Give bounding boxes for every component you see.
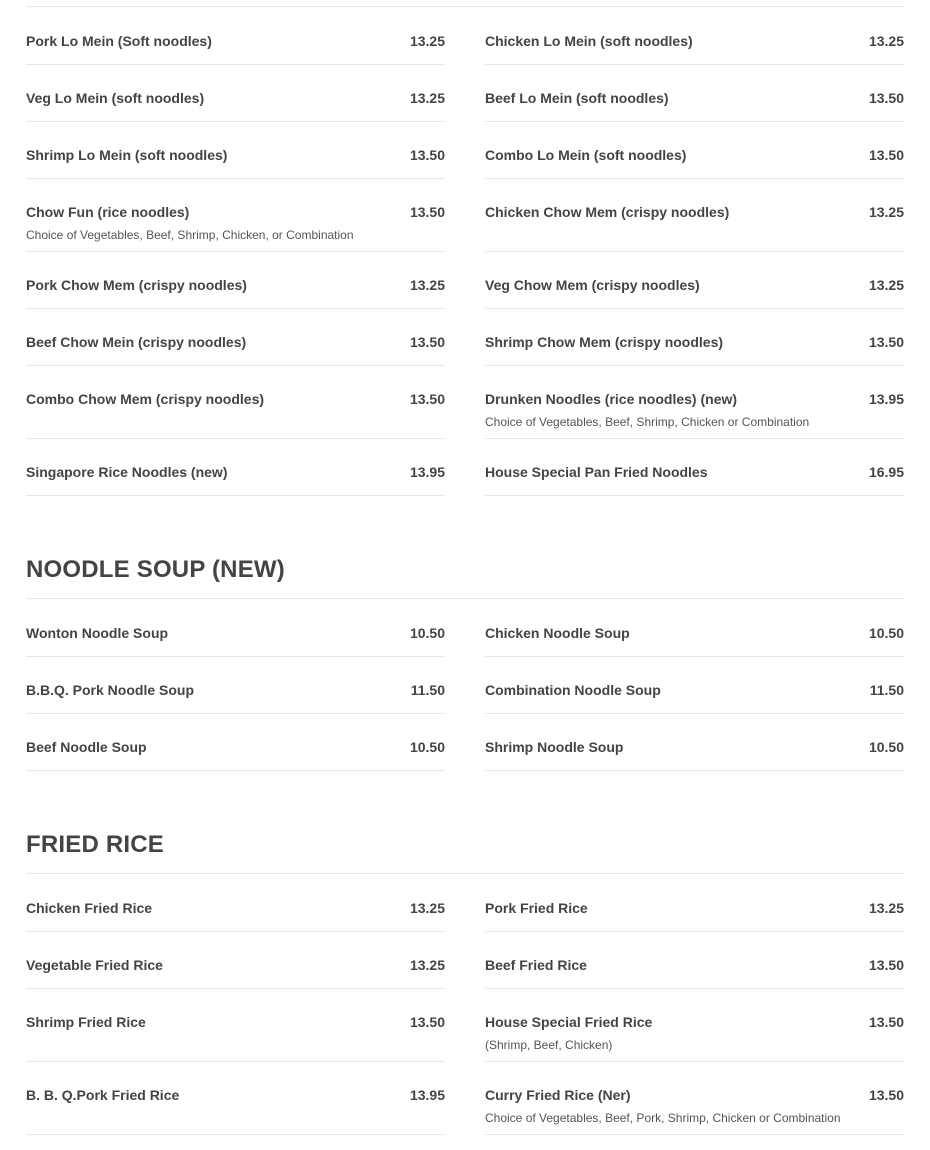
item-divider: [485, 308, 904, 309]
item-name: Beef Lo Mein (soft noodles): [485, 90, 669, 106]
section-title-noodle-soup: NOODLE SOUP (NEW): [26, 556, 285, 583]
section-divider: [26, 873, 904, 874]
menu-item[interactable]: [26, 71, 445, 128]
menu-item[interactable]: [485, 185, 904, 258]
item-name: Chicken Lo Mein (soft noodles): [485, 33, 693, 49]
item-name: Shrimp Lo Mein (soft noodles): [26, 147, 228, 163]
item-name: Combo Lo Mein (soft noodles): [485, 147, 687, 163]
item-divider: [26, 64, 445, 65]
section-divider: [26, 598, 904, 599]
menu-item[interactable]: [485, 258, 904, 315]
item-price: 13.50: [409, 391, 445, 407]
item-price: 10.50: [409, 739, 445, 755]
item-divider: [26, 121, 445, 122]
item-price: 13.25: [868, 33, 904, 49]
item-divider: [485, 988, 904, 989]
item-divider: [485, 365, 904, 366]
item-name: Beef Fried Rice: [485, 957, 587, 973]
item-description: Choice of Vegetables, Beef, Pork, Shrimp, Chicken or Combination: [485, 1111, 841, 1125]
top-divider: [26, 6, 904, 7]
item-description: Choice of Vegetables, Beef, Shrimp, Chicken, or Combination: [26, 228, 354, 242]
menu-item[interactable]: [485, 606, 904, 663]
item-divider: [26, 713, 445, 714]
item-price: 11.50: [869, 682, 904, 698]
item-price: 13.25: [868, 900, 904, 916]
item-divider: [26, 308, 445, 309]
item-divider: [26, 931, 445, 932]
item-name: Veg Lo Mein (soft noodles): [26, 90, 205, 106]
item-name: Chicken Chow Mem (crispy noodles): [485, 204, 730, 220]
item-divider: [26, 656, 445, 657]
menu-item[interactable]: [485, 372, 904, 445]
item-name: Combination Noodle Soup: [485, 682, 661, 698]
menu-item[interactable]: [485, 71, 904, 128]
item-divider: [26, 438, 445, 439]
item-divider: [485, 656, 904, 657]
menu-item[interactable]: [485, 663, 904, 720]
item-price: 13.50: [409, 204, 445, 220]
item-name: Shrimp Fried Rice: [26, 1014, 146, 1030]
menu-item[interactable]: [26, 1068, 445, 1141]
menu-item[interactable]: [26, 663, 445, 720]
item-price: 13.25: [409, 957, 445, 973]
menu-item[interactable]: [26, 606, 445, 663]
item-name: Shrimp Chow Mem (crispy noodles): [485, 334, 724, 350]
item-price: 13.50: [409, 1014, 445, 1030]
menu-item[interactable]: [26, 14, 445, 71]
item-price: 13.95: [868, 391, 904, 407]
item-name: Pork Fried Rice: [485, 900, 588, 916]
item-divider: [485, 770, 904, 771]
item-price: 10.50: [868, 625, 904, 641]
item-price: 13.50: [868, 334, 904, 350]
menu-item[interactable]: [26, 995, 445, 1068]
item-price: 13.25: [868, 277, 904, 293]
menu-item[interactable]: [26, 445, 445, 502]
item-description: (Shrimp, Beef, Chicken): [485, 1038, 613, 1052]
item-name: Veg Chow Mem (crispy noodles): [485, 277, 700, 293]
item-divider: [485, 64, 904, 65]
item-name: Singapore Rice Noodles (new): [26, 464, 228, 480]
item-divider: [485, 1061, 904, 1062]
item-price: 13.95: [409, 464, 445, 480]
item-price: 13.50: [868, 147, 904, 163]
item-name: House Special Pan Fried Noodles: [485, 464, 708, 480]
item-price: 13.50: [409, 334, 445, 350]
menu-item[interactable]: [485, 938, 904, 995]
menu-item[interactable]: [485, 128, 904, 185]
menu-item[interactable]: [485, 1068, 904, 1141]
item-divider: [26, 365, 445, 366]
item-divider: [26, 988, 445, 989]
menu-item[interactable]: [485, 720, 904, 777]
item-name: Beef Noodle Soup: [26, 739, 147, 755]
item-name: B.B.Q. Pork Noodle Soup: [26, 682, 195, 698]
item-price: 13.50: [868, 90, 904, 106]
item-price: 13.25: [409, 90, 445, 106]
item-divider: [26, 1134, 445, 1135]
menu-item[interactable]: [26, 315, 445, 372]
item-name: Pork Chow Mem (crispy noodles): [26, 277, 247, 293]
item-divider: [485, 931, 904, 932]
section-title-fried-rice: FRIED RICE: [26, 831, 165, 858]
item-name: Vegetable Fried Rice: [26, 957, 163, 973]
item-description: Choice of Vegetables, Beef, Shrimp, Chicken or Combination: [485, 415, 810, 429]
item-price: 13.50: [868, 957, 904, 973]
item-name: Wonton Noodle Soup: [26, 625, 169, 641]
menu-item[interactable]: [485, 881, 904, 938]
item-divider: [26, 1061, 445, 1062]
item-name: Chow Fun (rice noodles): [26, 204, 190, 220]
item-divider: [26, 770, 445, 771]
menu-item[interactable]: [26, 938, 445, 995]
item-price: 16.95: [868, 464, 904, 480]
item-name: Combo Chow Mem (crispy noodles): [26, 391, 265, 407]
item-divider: [485, 495, 904, 496]
item-name: Drunken Noodles (rice noodles) (new): [485, 391, 738, 407]
item-name: House Special Fried Rice: [485, 1014, 653, 1030]
item-price: 13.25: [409, 277, 445, 293]
menu-item[interactable]: [485, 445, 904, 502]
item-price: 13.50: [868, 1087, 904, 1103]
menu-item[interactable]: [485, 14, 904, 71]
item-name: Chicken Noodle Soup: [485, 625, 630, 641]
item-name: B. B. Q.Pork Fried Rice: [26, 1087, 180, 1103]
item-name: Curry Fried Rice (Ner): [485, 1087, 631, 1103]
item-price: 13.50: [868, 1014, 904, 1030]
menu-item[interactable]: [26, 372, 445, 445]
menu-item[interactable]: [485, 995, 904, 1068]
item-name: Chicken Fried Rice: [26, 900, 153, 916]
item-price: 13.50: [409, 147, 445, 163]
item-divider: [26, 178, 445, 179]
item-divider: [485, 121, 904, 122]
item-price: 13.95: [409, 1087, 445, 1103]
item-price: 13.25: [868, 204, 904, 220]
menu-item[interactable]: [485, 315, 904, 372]
item-price: 11.50: [410, 682, 445, 698]
menu-item[interactable]: [26, 185, 445, 258]
item-price: 13.25: [409, 900, 445, 916]
menu-item[interactable]: [26, 720, 445, 777]
item-divider: [485, 251, 904, 252]
menu-item[interactable]: [26, 881, 445, 938]
menu-item[interactable]: [26, 258, 445, 315]
item-name: Beef Chow Mein (crispy noodles): [26, 334, 247, 350]
item-name: Pork Lo Mein (Soft noodles): [26, 33, 212, 49]
item-price: 10.50: [409, 625, 445, 641]
menu-item[interactable]: [26, 128, 445, 185]
item-price: 10.50: [868, 739, 904, 755]
item-divider: [485, 438, 904, 439]
item-divider: [485, 178, 904, 179]
item-divider: [26, 251, 445, 252]
item-price: 13.25: [409, 33, 445, 49]
item-divider: [485, 713, 904, 714]
item-name: Shrimp Noodle Soup: [485, 739, 624, 755]
item-divider: [26, 495, 445, 496]
item-divider: [485, 1134, 904, 1135]
